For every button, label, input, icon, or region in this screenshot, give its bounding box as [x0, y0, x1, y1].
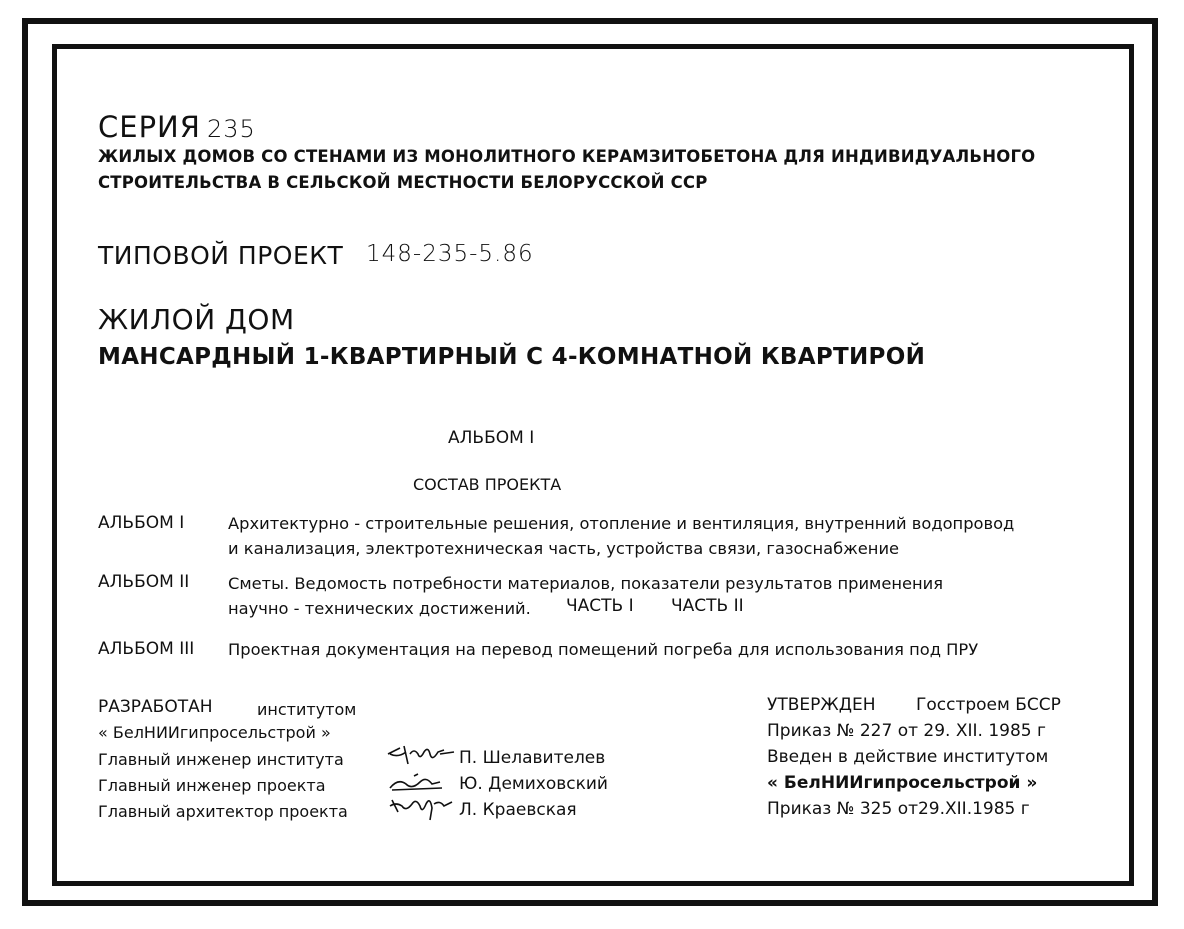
album-title: АЛЬБОМ I — [448, 428, 535, 448]
album-2-label: АЛЬБОМ II — [98, 572, 190, 592]
album-1-label: АЛЬБОМ I — [98, 513, 185, 533]
album-3-line1: Проектная документация на перевод помещений погреба для использования под ПРУ — [228, 640, 979, 659]
project-number: 148-235-5.86 — [366, 241, 534, 267]
introduced-label: Введен в действие институтом — [767, 747, 1049, 767]
approved-by: Госстроем БССР — [916, 695, 1061, 715]
album-1-line2: и канализация, электротехническая часть, устройства связи, газоснабжение — [228, 539, 900, 558]
album-2-part1: ЧАСТЬ I — [566, 596, 634, 616]
chief-engineer-project-role: Главный инженер проекта — [98, 776, 326, 795]
series-label: СЕРИЯ — [98, 110, 201, 144]
chief-engineer-project-name: Ю. Демиховский — [459, 774, 608, 794]
album-1-line1: Архитектурно - строительные решения, отопление и вентиляция, внутренний водопровод — [228, 514, 1015, 533]
introduction-order: Приказ № 325 от29.XII.1985 г — [767, 799, 1030, 819]
album-2-part2: ЧАСТЬ II — [671, 596, 744, 616]
developed-by: институтом — [257, 700, 357, 719]
approver-institute: « БелНИИгипросельстрой » — [767, 773, 1038, 793]
developer-institute: « БелНИИгипросельстрой » — [98, 723, 331, 742]
series-description-line1: ЖИЛЫХ ДОМОВ СО СТЕНАМИ ИЗ МОНОЛИТНОГО КЕРАМЗИТОБЕТОНА ДЛЯ ИНДИВИДУАЛЬНОГО — [98, 147, 1036, 166]
project-label: ТИПОВОЙ ПРОЕКТ — [98, 241, 344, 270]
house-subtitle: МАНСАРДНЫЙ 1-КВАРТИРНЫЙ С 4-КОМНАТНОЙ КВАРТИРОЙ — [98, 344, 926, 370]
series-number: 235 — [207, 115, 256, 143]
chief-engineer-institute-name: П. Шелавителев — [459, 748, 606, 768]
album-2-line2: научно - технических достижений. — [228, 599, 531, 618]
album-2-line1: Сметы. Ведомость потребности материалов, показатели результатов применения — [228, 574, 944, 593]
signature-kraevskaya — [388, 790, 458, 824]
chief-engineer-institute-role: Главный инженер института — [98, 750, 344, 769]
house-title: ЖИЛОЙ ДОМ — [98, 303, 295, 336]
composition-title: СОСТАВ ПРОЕКТА — [413, 475, 562, 494]
approved-label: УТВЕРЖДЕН — [767, 695, 876, 715]
chief-architect-name: Л. Краевская — [459, 800, 577, 820]
approval-order: Приказ № 227 от 29. XII. 1985 г — [767, 721, 1046, 741]
developed-label: РАЗРАБОТАН — [98, 697, 213, 717]
series-description-line2: СТРОИТЕЛЬСТВА В СЕЛЬСКОЙ МЕСТНОСТИ БЕЛОРУССКОЙ ССР — [98, 173, 708, 192]
album-3-label: АЛЬБОМ III — [98, 639, 195, 659]
chief-architect-role: Главный архитектор проекта — [98, 802, 348, 821]
signature-shelavitelev — [384, 740, 458, 770]
